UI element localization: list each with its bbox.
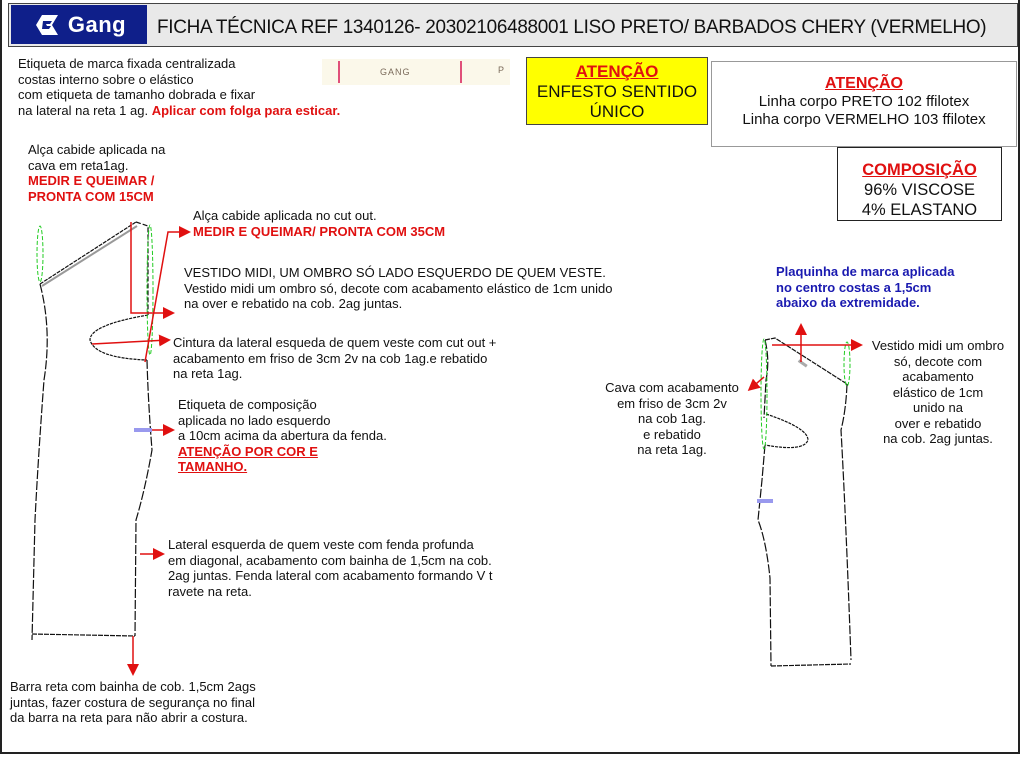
note-line: a 10cm acima da abertura da fenda. bbox=[178, 428, 387, 443]
warning-line: ENFESTO SENTIDO bbox=[536, 82, 698, 101]
note-line: em diagonal, acabamento com bainha de 1,5cm na cob. bbox=[168, 552, 492, 568]
note-line: em friso de 3cm 2v bbox=[617, 395, 727, 411]
note-line: juntas, fazer costura de segurança no final bbox=[10, 694, 255, 710]
back-right-side bbox=[841, 384, 851, 660]
composition-line: 4% ELASTANO bbox=[861, 201, 978, 219]
label-note-line: Etiqueta de marca fixada centralizada bbox=[18, 56, 236, 71]
back-left-lower bbox=[758, 445, 771, 666]
composition-line: 96% VISCOSE bbox=[864, 181, 975, 199]
note-line: Alça cabide aplicada na bbox=[28, 142, 166, 157]
composition-title: COMPOSIÇÃO bbox=[862, 161, 977, 179]
page-title: FICHA TÉCNICA REF 1340126- 20302106488001 LISO PRETO/ BARBADOS CHERY (VERMELHO) bbox=[157, 16, 987, 38]
warning-title: ATENÇÃO bbox=[825, 75, 903, 92]
note-line: da barra na reta para não abrir a costura. bbox=[10, 710, 248, 725]
note-emphasis: ATENÇÃO POR COR E bbox=[178, 443, 318, 459]
note-line: cava em reta1ag. bbox=[28, 157, 129, 173]
arrow bbox=[750, 377, 764, 389]
composition-label-mark bbox=[134, 428, 152, 432]
note-line: Lateral esquerda de quem veste com fenda profunda bbox=[168, 537, 474, 552]
note-line: Cintura da lateral esqueda de quem veste com cut out + bbox=[173, 335, 497, 350]
note-line: só, decote com bbox=[893, 353, 983, 369]
back-cutout bbox=[765, 414, 808, 448]
note-line: na cob 1ag. bbox=[638, 411, 706, 426]
note-line: aplicada no lado esquerdo bbox=[178, 412, 331, 428]
thread-line: Linha corpo VERMELHO 103 ffilotex bbox=[742, 111, 986, 128]
stitch-marker-green bbox=[37, 226, 43, 282]
label-note-line: costas interno sobre o elástico bbox=[18, 71, 194, 87]
front-cutout bbox=[90, 315, 148, 360]
note-line: over e rebatido bbox=[894, 415, 982, 431]
warning-line: ÚNICO bbox=[589, 102, 645, 121]
note-line: Plaquinha de marca aplicada bbox=[776, 264, 955, 279]
note-line: na over e rebatido na cob. 2ag juntas. bbox=[184, 296, 403, 311]
front-left-side bbox=[32, 284, 47, 640]
stitch-marker-green bbox=[761, 339, 767, 449]
note-line: Vestido midi um ombro só, decote com acabamento elástico de 1cm unido bbox=[184, 280, 613, 296]
warning-title: ATENÇÃO bbox=[575, 62, 659, 81]
note-line: elástico de 1cm bbox=[892, 384, 984, 400]
front-right-side bbox=[135, 360, 152, 636]
arrow bbox=[92, 340, 168, 344]
label-brand-text: GANG bbox=[380, 67, 411, 77]
note-line: Barra reta com bainha de cob. 1,5cm 2ags bbox=[10, 679, 256, 694]
note-emphasis: TAMANHO. bbox=[178, 459, 248, 474]
note-line: acabamento bbox=[902, 369, 974, 384]
front-strap bbox=[136, 222, 148, 315]
note-line: Etiqueta de composição bbox=[178, 397, 317, 412]
note-line: VESTIDO MIDI, UM OMBRO SÓ LADO ESQUERDO DE QUEM VESTE. bbox=[184, 265, 606, 280]
back-hem bbox=[771, 664, 851, 666]
note-emphasis: MEDIR E QUEIMAR / bbox=[28, 173, 155, 188]
note-line: 2ag juntas. Fenda lateral com acabamento formando V t bbox=[168, 568, 493, 583]
front-neckline bbox=[40, 222, 136, 284]
note-line: e rebatido bbox=[643, 426, 701, 442]
note-line: acabamento em friso de 3cm 2v na cob 1ag.e rebatido bbox=[173, 350, 488, 366]
label-note-emphasis: Aplicar com folga para esticar. bbox=[151, 102, 341, 118]
label-size-text: P bbox=[498, 65, 505, 75]
note-line: Alça cabide aplicada no cut out. bbox=[193, 208, 377, 223]
label-note-line: na lateral na reta 1 ag. bbox=[18, 102, 149, 118]
note-line: unido na bbox=[913, 400, 963, 415]
note-line: ravete na reta. bbox=[168, 583, 252, 599]
note-line: no centro costas a 1,5cm bbox=[776, 279, 932, 295]
brand-name: Gang bbox=[67, 11, 127, 37]
front-neckline-band bbox=[42, 226, 137, 286]
note-emphasis: PRONTA COM 15CM bbox=[28, 188, 154, 204]
front-hem bbox=[32, 634, 135, 636]
label-note-line: com etiqueta de tamanho dobrada e fixar bbox=[18, 87, 256, 102]
brand-plate-mark bbox=[798, 359, 808, 367]
arrow bbox=[145, 232, 188, 362]
note-line: na reta 1ag. bbox=[173, 366, 243, 381]
composition-label-mark bbox=[757, 499, 773, 503]
note-emphasis: MEDIR E QUEIMAR/ PRONTA COM 35CM bbox=[193, 223, 446, 239]
thread-line: Linha corpo PRETO 102 ffilotex bbox=[758, 93, 970, 110]
note-line: Vestido midi um ombro bbox=[871, 338, 1005, 353]
note-line: Cava com acabamento bbox=[605, 380, 739, 395]
note-line: na cob. 2ag juntas. bbox=[883, 431, 993, 446]
note-line: abaixo da extremidade. bbox=[776, 295, 920, 310]
note-line: na reta 1ag. bbox=[637, 442, 707, 457]
stitch-marker-green bbox=[844, 342, 850, 386]
